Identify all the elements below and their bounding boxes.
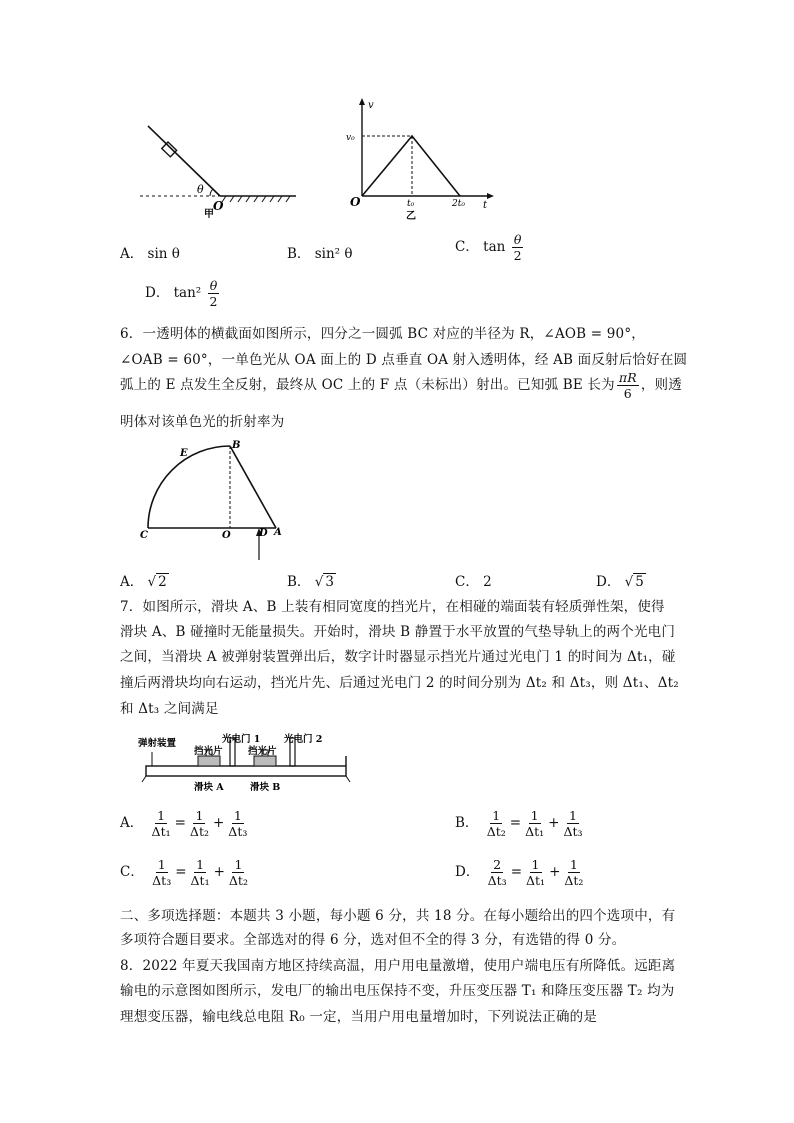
q6-line-2: ∠OAB = 60°，一单色光从 OA 面上的 D 点垂直 OA 射入透明体，经 AB 面反射后恰好在圆 — [120, 352, 688, 368]
t0-label: t₀ — [407, 199, 415, 209]
q5-d-fraction: $\frac{\theta}{2}$ — [209, 278, 218, 309]
q6-option-b[interactable]: B． √ 3 — [287, 574, 334, 590]
svg-text:D: D — [259, 528, 268, 539]
figure-caption: 甲 — [204, 209, 214, 218]
svg-text:A: A — [274, 527, 282, 538]
q7-line-4: 撞后两滑块均向右运动，挡光片先、后通过光电门 2 的时间分别为 Δt₂ 和 Δt₃，则 Δt₁、Δt₂ — [120, 675, 679, 691]
svg-text:O: O — [222, 530, 231, 541]
svg-text:挡光片: 挡光片 — [194, 746, 223, 757]
q7-option-c[interactable]: C． $\frac{1}{\text{Δt₃}}$ = $\frac{1}{\text{Δt₁}}$ + $\frac{1}{\text{Δt₂}}$ — [120, 857, 248, 888]
t-axis-label: t — [483, 200, 488, 211]
q7-line-3: 之间，当滑块 A 被弹射装置弹出后，数字计时器显示挡光片通过光电门 1 的时间为 Δt₁，碰 — [120, 649, 676, 665]
origin-label: O — [213, 199, 224, 213]
incline-figure — [140, 118, 310, 218]
svg-text:光电门 1: 光电门 1 — [222, 734, 261, 745]
q5-c-fraction: $\frac{\theta}{2}$ — [513, 232, 522, 263]
v0-label: v₀ — [346, 133, 355, 143]
ground-hatch — [222, 196, 290, 202]
2t0-label: 2t₀ — [452, 199, 465, 209]
svg-text:光电门 2: 光电门 2 — [284, 734, 323, 745]
q8-line-3: 理想变压器，输电线总电阻 R₀ 一定，当用户用电量增加时，下列说法正确的是 — [120, 1009, 598, 1025]
incline-line — [148, 126, 220, 196]
graph-caption: 乙 — [406, 211, 416, 220]
theta-label: θ — [197, 183, 204, 196]
q7-option-a[interactable]: A． $\frac{1}{\text{Δt₁}}$ = $\frac{1}{\text{Δt₂}}$ + $\frac{1}{\text{Δt₃}}$ — [120, 808, 248, 839]
q6-line-1: 6．一透明体的横截面如图所示，四分之一圆弧 BC 对应的半径为 R，∠AOB = 90°， — [120, 326, 645, 342]
q8-line-1: 8．2022 年夏天我国南方地区持续高温，用户用电量激增，使用户端电压有所降低。远距离 — [120, 958, 676, 974]
q6-option-a[interactable]: A． √ 2 — [120, 574, 167, 590]
v-axis-label: v — [368, 100, 374, 111]
q7-line-5: 和 Δt₃ 之间满足 — [120, 701, 219, 717]
q5-option-b[interactable]: B． sin² θ — [287, 246, 353, 262]
q6-arc-fraction: $\frac{\pi R}{6}$ — [618, 370, 637, 401]
slider-b — [254, 756, 276, 766]
graph-origin-label: O — [350, 195, 361, 209]
q6-option-d[interactable]: D． √ 5 — [596, 574, 644, 590]
q7-line-2: 滑块 A、B 碰撞时无能量损失。开始时，滑块 B 静置于水平放置的气垫导轨上的两个光电门 — [120, 624, 676, 640]
q6-line-4: 明体对该单色光的折射率为 — [120, 414, 285, 430]
v-t-line — [362, 136, 460, 196]
svg-text:滑块 A: 滑块 A — [194, 782, 224, 793]
q7-option-b[interactable]: B． $\frac{1}{\text{Δt₂}}$ = $\frac{1}{\text{Δt₁}}$ + $\frac{1}{\text{Δt₃}}$ — [455, 808, 583, 839]
quarter-arc — [148, 446, 230, 528]
q6-option-c[interactable]: C． 2 — [455, 574, 492, 590]
svg-text:弹射装置: 弹射装置 — [138, 738, 177, 749]
q5-option-d[interactable]: D． tan² $\frac{\theta}{2}$ — [145, 278, 218, 309]
q8-line-2: 输电的示意图如图所示，发电厂的输出电压保持不变，升压变压器 T₁ 和降压变压器 T₂ 均为 — [120, 983, 675, 999]
slider-a — [198, 756, 220, 766]
q6-figure — [136, 436, 286, 562]
q6-line-3: 弧上的 E 点发生全反射，最终从 OC 上的 F 点（未标出）射出。已知弧 BE 长为 $\frac{\pi R}{6}$ ，则透 — [120, 370, 682, 401]
svg-text:滑块 B: 滑块 B — [250, 782, 281, 793]
block — [162, 142, 177, 157]
svg-text:C: C — [140, 530, 148, 541]
q5-option-c[interactable]: C． tan $\frac{\theta}{2}$ — [455, 232, 522, 263]
q7-air-track-figure — [138, 726, 358, 796]
svg-text:E: E — [180, 448, 188, 459]
ab-line — [230, 446, 276, 528]
q5-option-a[interactable]: A． sin θ — [120, 246, 180, 262]
velocity-time-graph — [340, 96, 500, 220]
q7-option-d[interactable]: D． $\frac{2}{\text{Δt₃}}$ = $\frac{1}{\text{Δt₁}}$ + $\frac{1}{\text{Δt₂}}$ — [455, 857, 584, 888]
section2-line-1: 二、多项选择题：本题共 3 小题，每小题 6 分，共 18 分。在每小题给出的四个选项中，有 — [120, 908, 676, 924]
section2-line-2: 多项符合题目要求。全部选对的得 6 分，选对但不全的得 3 分，有选错的得 0 分。 — [120, 932, 626, 948]
air-track — [146, 766, 346, 776]
q7-line-1: 7．如图所示，滑块 A、B 上装有相同宽度的挡光片，在相碰的端面装有轻质弹性架，使得 — [120, 599, 665, 615]
svg-text:挡光片: 挡光片 — [248, 746, 277, 757]
svg-text:B: B — [232, 440, 241, 451]
